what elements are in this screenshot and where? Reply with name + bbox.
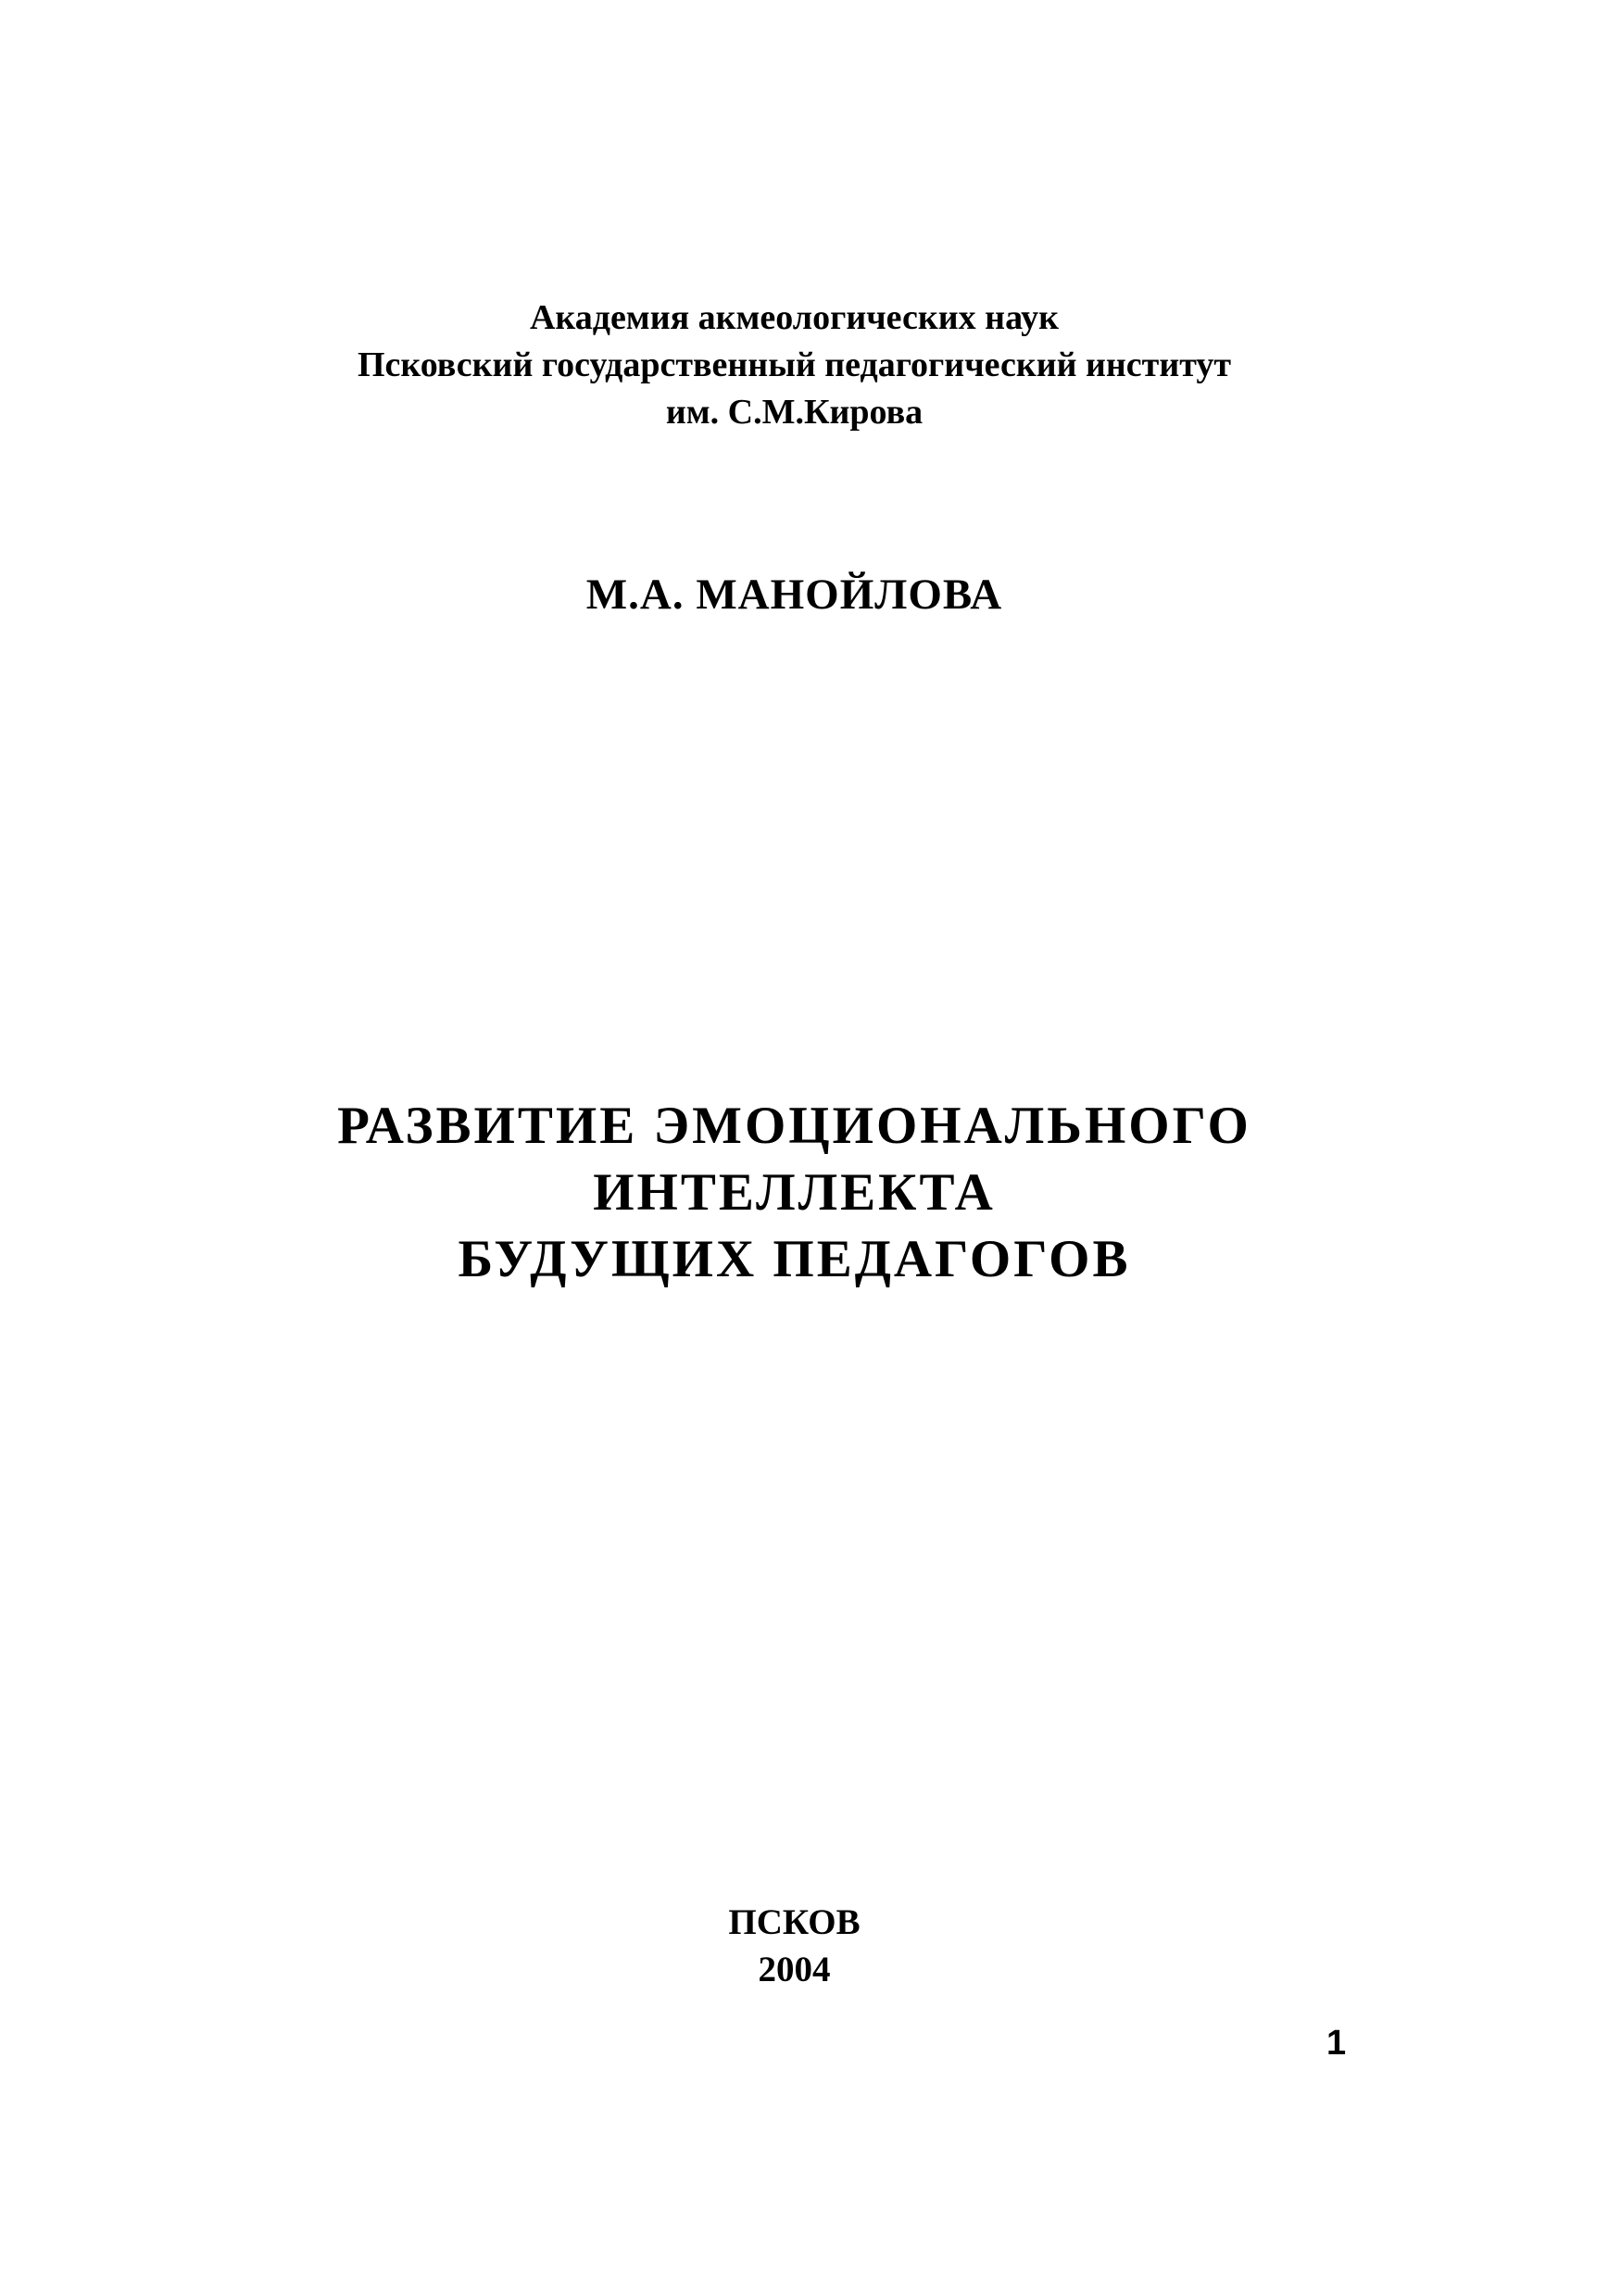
author-name: М.А. МАНОЙЛОВА xyxy=(585,571,1003,619)
institute-named-after: им. С.М.Кирова xyxy=(665,393,924,432)
academy-name: Академия акмеологических наук xyxy=(529,298,1060,337)
book-title-line-3: БУДУЩИХ ПЕДАГОГОВ xyxy=(458,1230,1131,1288)
book-title-line-2: ИНТЕЛЛЕКТА xyxy=(593,1163,996,1222)
book-title xyxy=(0,1093,1589,1293)
institute-name: Псковский государственный педагогический институт xyxy=(357,345,1232,384)
imprint-city: ПСКОВ xyxy=(728,1902,861,1942)
page-number: 1 xyxy=(1326,2024,1347,2063)
institution-header xyxy=(0,295,1589,436)
imprint xyxy=(0,1899,1589,1993)
book-title-line-1: РАЗВИТИЕ ЭМОЦИОНАЛЬНОГО xyxy=(337,1097,1251,1155)
imprint-year: 2004 xyxy=(758,1950,831,1989)
